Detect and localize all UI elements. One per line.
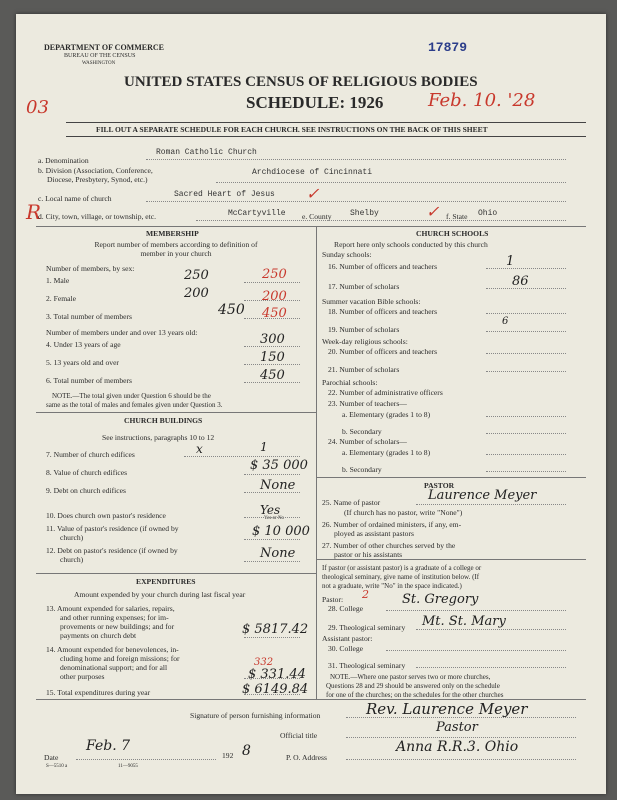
benevolences-label-3: denominational support; and for all bbox=[60, 663, 168, 672]
summer-label: Summer vacation Bible schools: bbox=[322, 297, 421, 306]
check-mark: ✓ bbox=[306, 184, 320, 203]
q27-label: 27. Number of other churches served by the bbox=[322, 541, 456, 550]
age-split-label: Number of members under and over 13 years old: bbox=[46, 328, 198, 337]
over-13-label: 5. 13 years old and over bbox=[46, 358, 119, 367]
buildings-subheading: See instructions, paragraphs 10 to 12 bbox=[102, 433, 215, 442]
q17-value: 86 bbox=[512, 274, 529, 289]
residence-value: Yes bbox=[260, 503, 281, 517]
signature-label: Signature of person furnishing information bbox=[190, 711, 321, 720]
q23b-label: b. Secondary bbox=[342, 427, 382, 436]
edifice-debt-label: 9. Debt on church edifices bbox=[46, 486, 126, 495]
salaries-value: $ 5817.42 bbox=[242, 622, 309, 637]
q23-label: 23. Number of teachers— bbox=[328, 399, 407, 408]
benevolences-correction: 332 bbox=[254, 657, 274, 668]
official-title-value: Pastor bbox=[436, 720, 478, 735]
q23a-label: a. Elementary (grades 1 to 8) bbox=[342, 410, 431, 419]
q25-note: (If church has no pastor, write "None") bbox=[344, 508, 463, 517]
division-label-2: Diocese, Presbytery, Synod, etc.) bbox=[47, 175, 148, 184]
margin-mark-r: R bbox=[26, 200, 42, 224]
membership-note-2: same as the total of males and females given under Question 3. bbox=[46, 401, 223, 409]
denomination-label: a. Denomination bbox=[38, 156, 89, 165]
yes-no-caption: Yes or No bbox=[264, 516, 285, 521]
q24-label: 24. Number of scholars— bbox=[328, 437, 407, 446]
total-value: 450 bbox=[218, 302, 245, 318]
date-year-suffix: 8 bbox=[242, 743, 251, 759]
date-year: 192 bbox=[222, 751, 234, 760]
membership-heading: MEMBERSHIP bbox=[146, 229, 199, 238]
female-value: 200 bbox=[184, 286, 209, 301]
q22-label: 22. Number of administrative officers bbox=[328, 388, 443, 397]
q17-label: 17. Number of scholars bbox=[328, 282, 400, 291]
pastor-name: Laurence Meyer bbox=[428, 488, 537, 503]
form-code: S—5510 a bbox=[46, 764, 68, 769]
q19-mark: 6 bbox=[502, 316, 509, 327]
pastor-note: NOTE.—Where one pastor serves two or more churches, bbox=[330, 673, 491, 681]
sunday-label: Sunday schools: bbox=[322, 250, 372, 259]
graduate-note: If pastor (or assistant pastor) is a graduate of a college or bbox=[322, 564, 482, 572]
salaries-label: 13. Amount expended for salaries, repairs, bbox=[46, 604, 175, 613]
membership-note: NOTE.—The total given under Question 6 should be the bbox=[52, 392, 211, 400]
benevolences-label: 14. Amount expended for benevolences, in- bbox=[46, 645, 179, 654]
graduate-note-2: theological seminary, give name of institution below. (If bbox=[322, 573, 480, 581]
total-expenditures-label: 15. Total expenditures during year bbox=[46, 688, 151, 697]
residence-label: 10. Does church own pastor's residence bbox=[46, 511, 166, 520]
edifices-value: 1 bbox=[260, 440, 268, 454]
benevolences-label-2: cluding home and foreign missions; for bbox=[60, 654, 180, 663]
graduate-note-3: not a graduate, write "No" in the space indicated.) bbox=[322, 582, 462, 590]
total-expenditures-value: $ 6149.84 bbox=[242, 682, 309, 697]
q19-label: 19. Number of scholars bbox=[328, 325, 400, 334]
date-value: Feb. 7 bbox=[86, 738, 131, 754]
q20-label: 20. Number of officers and teachers bbox=[328, 347, 438, 356]
instructions-line: FILL OUT A SEPARATE SCHEDULE FOR EACH CHURCH. SEE INSTRUCTIONS ON THE BACK OF THIS SHEET bbox=[96, 125, 488, 134]
po-address-label: P. O. Address bbox=[286, 753, 327, 762]
state-label: f. State bbox=[446, 212, 468, 221]
city-town-value: McCartyville bbox=[228, 209, 286, 218]
schools-heading: CHURCH SCHOOLS bbox=[416, 229, 489, 238]
q18-label: 18. Number of officers and teachers bbox=[328, 307, 438, 316]
schedule-title: SCHEDULE: 1926 bbox=[246, 93, 384, 112]
pastor-note-3: for one of the churches; on the schedules for the other churches bbox=[326, 691, 504, 699]
edifice-value-label: 8. Value of church edifices bbox=[46, 468, 128, 477]
residence-debt-value: None bbox=[260, 546, 296, 561]
department-title: DEPARTMENT OF COMMERCE bbox=[44, 43, 165, 52]
q26-label: 26. Number of ordained ministers, if any, em- bbox=[322, 520, 462, 529]
edifices-label: 7. Number of church edifices bbox=[46, 450, 135, 459]
total-label: 3. Total number of members bbox=[46, 312, 133, 321]
form-code-2: 11—9055 bbox=[118, 764, 138, 769]
city-label: WASHINGTON bbox=[82, 61, 116, 66]
edifices-mark: x bbox=[196, 442, 203, 456]
q26-label-2: ployed as assistant pastors bbox=[334, 529, 414, 538]
margin-mark-03: 03 bbox=[26, 97, 49, 118]
parochial-label: Parochial schools: bbox=[322, 378, 378, 387]
pastor-red-mark: 2 bbox=[362, 588, 369, 601]
pastor-sub-label: Pastor: bbox=[322, 595, 344, 604]
female-label: 2. Female bbox=[46, 294, 76, 303]
q30-label: 30. College bbox=[328, 644, 364, 653]
residence-debt-label-2: church) bbox=[60, 555, 84, 564]
check-mark-2: ✓ bbox=[426, 202, 440, 221]
q28-label: 28. College bbox=[328, 604, 364, 613]
schools-subheading: Report here only schools conducted by this church bbox=[334, 240, 488, 249]
female-check: 200 bbox=[262, 289, 287, 304]
division-value: Archdiocese of Cincinnati bbox=[252, 168, 373, 177]
date-label: Date bbox=[44, 753, 59, 762]
edifice-debt-value: None bbox=[260, 478, 296, 493]
bureau-title: BUREAU OF THE CENSUS bbox=[64, 53, 136, 59]
seminary-value: Mt. St. Mary bbox=[422, 614, 506, 629]
received-date: Feb. 10. '28 bbox=[428, 90, 536, 111]
residence-value-label: 11. Value of pastor's residence (if owned by bbox=[46, 524, 179, 533]
q29-label: 29. Theological seminary bbox=[328, 623, 406, 632]
residence-debt-label: 12. Debt on pastor's residence (if owned by bbox=[46, 546, 178, 555]
po-address-value: Anna R.R.3. Ohio bbox=[396, 739, 519, 755]
q27-label-2: pastor or his assistants bbox=[334, 550, 403, 559]
q16-value: 1 bbox=[506, 254, 515, 269]
q31-label: 31. Theological seminary bbox=[328, 661, 406, 670]
denomination-value: Roman Catholic Church bbox=[156, 148, 257, 157]
under-13-label: 4. Under 13 years of age bbox=[46, 340, 121, 349]
q25-label: 25. Name of pastor bbox=[322, 498, 381, 507]
expenditures-heading: EXPENDITURES bbox=[136, 577, 196, 586]
q21-label: 21. Number of scholars bbox=[328, 365, 400, 374]
weekday-label: Week-day religious schools: bbox=[322, 337, 408, 346]
q24a-label: a. Elementary (grades 1 to 8) bbox=[342, 448, 431, 457]
state-value: Ohio bbox=[478, 209, 498, 218]
expenditures-subheading: Amount expended by your church during last fiscal year bbox=[74, 590, 246, 599]
total-check: 450 bbox=[262, 306, 287, 321]
assistant-label: Assistant pastor: bbox=[322, 634, 373, 643]
salaries-label-4: payments on church debt bbox=[60, 631, 137, 640]
total-6-label: 6. Total number of members bbox=[46, 376, 133, 385]
residence-value-label-2: church) bbox=[60, 533, 84, 542]
male-label: 1. Male bbox=[46, 276, 70, 285]
division-label: b. Division (Association, Conference, bbox=[38, 166, 153, 175]
church-name-label: c. Local name of church bbox=[38, 194, 112, 203]
salaries-label-2: and other running expenses; for im- bbox=[60, 613, 169, 622]
q24b-label: b. Secondary bbox=[342, 465, 382, 474]
pastor-heading: PASTOR bbox=[424, 481, 455, 490]
serial-number: 17879 bbox=[428, 40, 468, 55]
signature-value: Rev. Laurence Meyer bbox=[366, 700, 528, 718]
county-label: e. County bbox=[302, 212, 332, 221]
residence-value-value: $ 10 000 bbox=[252, 524, 310, 539]
over-13-value: 150 bbox=[260, 350, 285, 365]
benevolences-label-4: other purposes bbox=[60, 672, 105, 681]
by-sex-label: Number of members, by sex: bbox=[46, 264, 135, 273]
college-value: St. Gregory bbox=[402, 592, 479, 607]
benevolences-value: $ 331.44 bbox=[248, 667, 306, 682]
membership-subheading: Report number of members according to definition of bbox=[94, 240, 258, 249]
county-value: Shelby bbox=[350, 209, 379, 218]
city-town-label: d. City, town, village, or township, etc. bbox=[38, 212, 157, 221]
membership-subheading-2: member in your church bbox=[140, 249, 212, 258]
salaries-label-3: provements or new buildings; and for bbox=[60, 622, 175, 631]
official-title-label: Official title bbox=[280, 731, 318, 740]
edifice-value-value: $ 35 000 bbox=[250, 458, 308, 473]
under-13-value: 300 bbox=[260, 332, 285, 347]
church-name-value: Sacred Heart of Jesus bbox=[174, 190, 275, 199]
q16-label: 16. Number of officers and teachers bbox=[328, 262, 438, 271]
pastor-note-2: Questions 28 and 29 should be answered only on the schedule bbox=[326, 682, 500, 690]
male-value: 250 bbox=[184, 268, 209, 283]
buildings-heading: CHURCH BUILDINGS bbox=[124, 416, 203, 425]
census-form bbox=[16, 14, 606, 794]
form-title: UNITED STATES CENSUS OF RELIGIOUS BODIES bbox=[124, 74, 478, 90]
male-check: 250 bbox=[262, 267, 287, 282]
total-6-value: 450 bbox=[260, 368, 285, 383]
